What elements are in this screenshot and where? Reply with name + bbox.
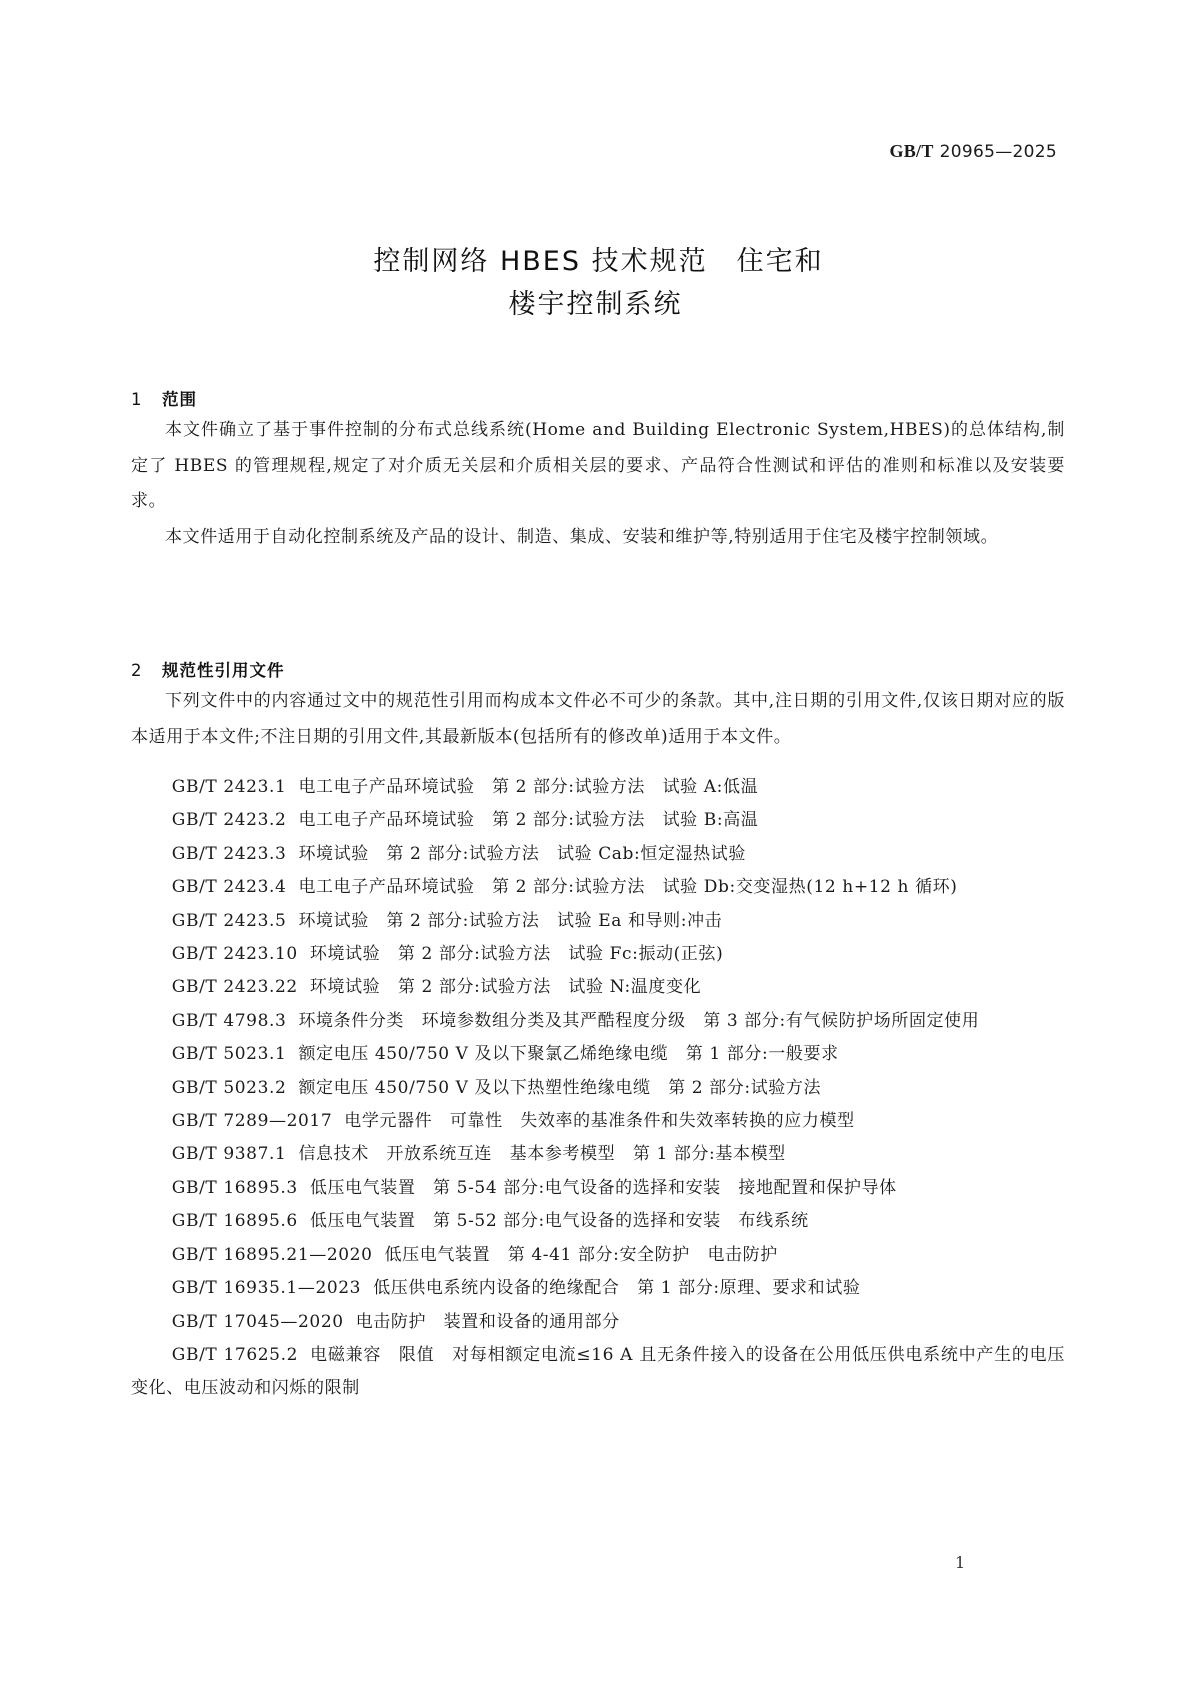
- reference-title: 电工电子产品环境试验 第 2 部分:试验方法 试验 Db:交变湿热(12 h+12 h 循环): [298, 877, 958, 898]
- paragraph: 下列文件中的内容通过文中的规范性引用而构成本文件必不可少的条款。其中,注日期的引用文件,仅该日期对应的版本适用于本文件;不注日期的引用文件,其最新版本(包括所有的修改单)适用于本文件。: [131, 691, 1065, 747]
- reference-title: 低压电气装置 第 5-54 部分:电气设备的选择和安装 接地配置和保护导体: [309, 1177, 897, 1198]
- reference-title: 环境试验 第 2 部分:试验方法 试验 Cab:恒定湿热试验: [298, 843, 746, 864]
- reference-item: [131, 1105, 1065, 1138]
- reference-title: 环境试验 第 2 部分:试验方法 试验 Fc:振动(正弦): [309, 944, 724, 965]
- reference-title: 电击防护 装置和设备的通用部分: [355, 1311, 620, 1332]
- standard-prefix: GB/T: [889, 141, 934, 161]
- reference-code: GB/T 2423.1: [171, 777, 287, 797]
- reference-code: GB/T 16935.1—2023: [171, 1278, 362, 1299]
- reference-title: 额定电压 450/750 V 及以下聚氯乙烯绝缘电缆 第 1 部分:一般要求: [298, 1044, 839, 1065]
- reference-code: GB/T 16895.3: [171, 1177, 298, 1198]
- reference-code: GB/T 7289—2017: [171, 1111, 333, 1132]
- reference-item: [131, 1239, 1065, 1272]
- reference-code: GB/T 17045—2020: [171, 1311, 344, 1332]
- section-body-scope: [131, 413, 1065, 555]
- paragraph: 本文件适用于自动化控制系统及产品的设计、制造、集成、安装和维护等,特别适用于住宅及楼宇控制领域。: [165, 526, 999, 547]
- reference-code: GB/T 2423.2: [171, 810, 287, 831]
- reference-code: GB/T 2423.5: [171, 910, 287, 931]
- reference-item: [131, 905, 1065, 938]
- reference-item: [131, 1138, 1065, 1171]
- section-title: 范围: [162, 390, 197, 409]
- reference-item: [131, 1038, 1065, 1071]
- reference-title: 信息技术 开放系统互连 基本参考模型 第 1 部分:基本模型: [298, 1144, 786, 1165]
- reference-item: [131, 838, 1065, 871]
- standard-number: 20965—2025: [939, 142, 1057, 162]
- page-number: 1: [955, 1553, 966, 1572]
- reference-code: GB/T 17625.2: [171, 1344, 298, 1365]
- reference-item: [131, 804, 1065, 837]
- section-title: 规范性引用文件: [162, 661, 285, 680]
- section-number: 1: [131, 390, 143, 409]
- title-line-1: 控制网络 HBES 技术规范 住宅和: [373, 246, 824, 277]
- reference-title: 额定电压 450/750 V 及以下热塑性绝缘电缆 第 2 部分:试验方法: [298, 1077, 822, 1098]
- title-line-2: 楼宇控制系统: [508, 289, 683, 320]
- reference-title: 电磁兼容 限值 对每相额定电流≤16 A 且无条件接入的设备在公用低压供电系统中产生的电压变化、电压波动和闪烁的限制: [131, 1344, 1065, 1399]
- reference-item: [131, 1205, 1065, 1238]
- section-heading-scope: [131, 386, 197, 410]
- section-body-normative-references: [131, 684, 1065, 755]
- reference-code: GB/T 2423.10: [171, 944, 298, 965]
- paragraph: 本文件确立了基于事件控制的分布式总线系统(Home and Building Electronic System,HBES)的总体结构,制定了 HBES 的管理规程,规定了对介质无关层和介质相关层的要求、产品符合性测试和评估的准则和标准以及安装要求。: [131, 420, 1065, 511]
- reference-item: [131, 1306, 1065, 1339]
- reference-title: 电学元器件 可靠性 失效率的基准条件和失效率转换的应力模型: [344, 1111, 855, 1132]
- reference-code: GB/T 16895.21—2020: [171, 1244, 373, 1265]
- reference-title: 低压电气装置 第 4-41 部分:安全防护 电击防护: [384, 1244, 778, 1265]
- reference-item: [131, 1005, 1065, 1038]
- reference-code: GB/T 16895.6: [171, 1211, 298, 1232]
- reference-item: [131, 1172, 1065, 1205]
- reference-code: GB/T 4798.3: [171, 1010, 287, 1031]
- reference-code: GB/T 5023.2: [171, 1077, 287, 1098]
- reference-item: [131, 771, 1065, 804]
- reference-title: 环境条件分类 环境参数组分类及其严酷程度分级 第 3 部分:有气候防护场所固定使用: [298, 1010, 980, 1031]
- reference-title: 低压电气装置 第 5-52 部分:电气设备的选择和安装 布线系统: [309, 1211, 809, 1232]
- reference-item: [131, 1272, 1065, 1305]
- reference-code: GB/T 9387.1: [171, 1144, 287, 1165]
- document-title: [0, 240, 1191, 326]
- reference-title: 环境试验 第 2 部分:试验方法 试验 N:温度变化: [309, 977, 702, 998]
- reference-item: [131, 1072, 1065, 1105]
- reference-item: [131, 871, 1065, 904]
- reference-title: 电工电子产品环境试验 第 2 部分:试验方法 试验 A:低温: [298, 777, 759, 797]
- reference-list: [131, 771, 1065, 1406]
- section-number: 2: [131, 661, 143, 680]
- reference-item: [131, 938, 1065, 971]
- reference-code: GB/T 2423.4: [171, 877, 287, 898]
- reference-code: GB/T 2423.3: [171, 843, 287, 864]
- reference-item: [131, 1339, 1065, 1406]
- reference-title: 电工电子产品环境试验 第 2 部分:试验方法 试验 B:高温: [298, 810, 759, 831]
- reference-title: 低压供电系统内设备的绝缘配合 第 1 部分:原理、要求和试验: [373, 1278, 861, 1299]
- reference-title: 环境试验 第 2 部分:试验方法 试验 Ea 和导则:冲击: [298, 910, 723, 931]
- section-heading-normative-references: [131, 657, 285, 681]
- reference-code: GB/T 5023.1: [171, 1044, 287, 1065]
- reference-item: [131, 971, 1065, 1004]
- standard-code: [889, 141, 1057, 162]
- reference-code: GB/T 2423.22: [171, 977, 298, 998]
